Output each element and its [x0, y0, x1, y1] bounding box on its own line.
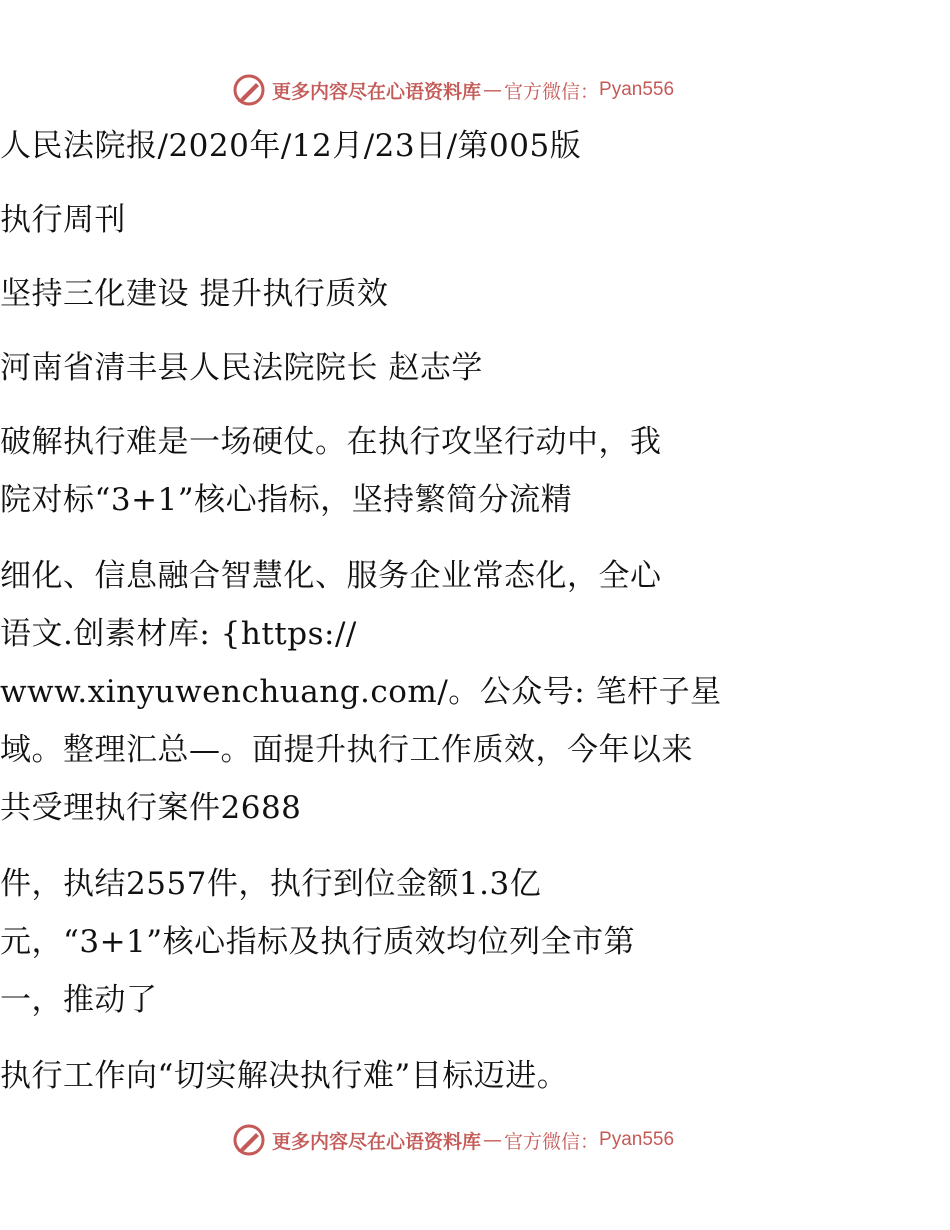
- body-line: 语文.创素材库: {https://: [0, 616, 357, 652]
- pen-logo-icon: [232, 1123, 266, 1157]
- watermark-bottom: [232, 1122, 752, 1158]
- watermark-main-text: 更多内容尽在心语资料库: [272, 80, 482, 103]
- body-line: 域。整理汇总—。面提升执行工作质效，今年以来: [0, 732, 693, 768]
- body-line: 共受理执行案件2688: [0, 790, 302, 826]
- body-line: 细化、信息融合智慧化、服务企业常态化，全心: [0, 558, 662, 594]
- column-name: 执行周刊: [0, 202, 126, 238]
- watermark-sub-text: 官方微信：: [504, 1130, 600, 1153]
- article-title: 坚持三化建设 提升执行质效: [0, 276, 389, 312]
- body-line: 件，执结2557件，执行到位金额1.3亿: [0, 866, 542, 902]
- body-line: 一，推动了: [0, 982, 158, 1018]
- watermark-main-text: 更多内容尽在心语资料库: [272, 1130, 482, 1153]
- body-line: www.xinyuwenchuang.com/。公众号: 笔杆子星: [0, 674, 722, 710]
- watermark-wechat-id: Pyan556: [599, 1129, 675, 1150]
- author-line: 河南省清丰县人民法院院长 赵志学: [0, 350, 483, 386]
- pen-logo-icon: [232, 73, 266, 107]
- watermark-wechat-id: Pyan556: [599, 79, 675, 100]
- body-line: 元，“3+1”核心指标及执行质效均位列全市第: [0, 924, 636, 960]
- body-line: 破解执行难是一场硬仗。在执行攻坚行动中，我: [0, 424, 662, 460]
- body-line: 院对标“3+1”核心指标，坚持繁简分流精: [0, 482, 573, 518]
- watermark-dash: —: [483, 79, 503, 101]
- watermark-dash: —: [483, 1129, 503, 1151]
- watermark-top: [232, 72, 752, 108]
- body-line: 执行工作向“切实解决执行难”目标迈进。: [0, 1058, 569, 1094]
- masthead: 人民法院报/2020年/12月/23日/第005版: [0, 128, 582, 164]
- watermark-sub-text: 官方微信：: [504, 80, 600, 103]
